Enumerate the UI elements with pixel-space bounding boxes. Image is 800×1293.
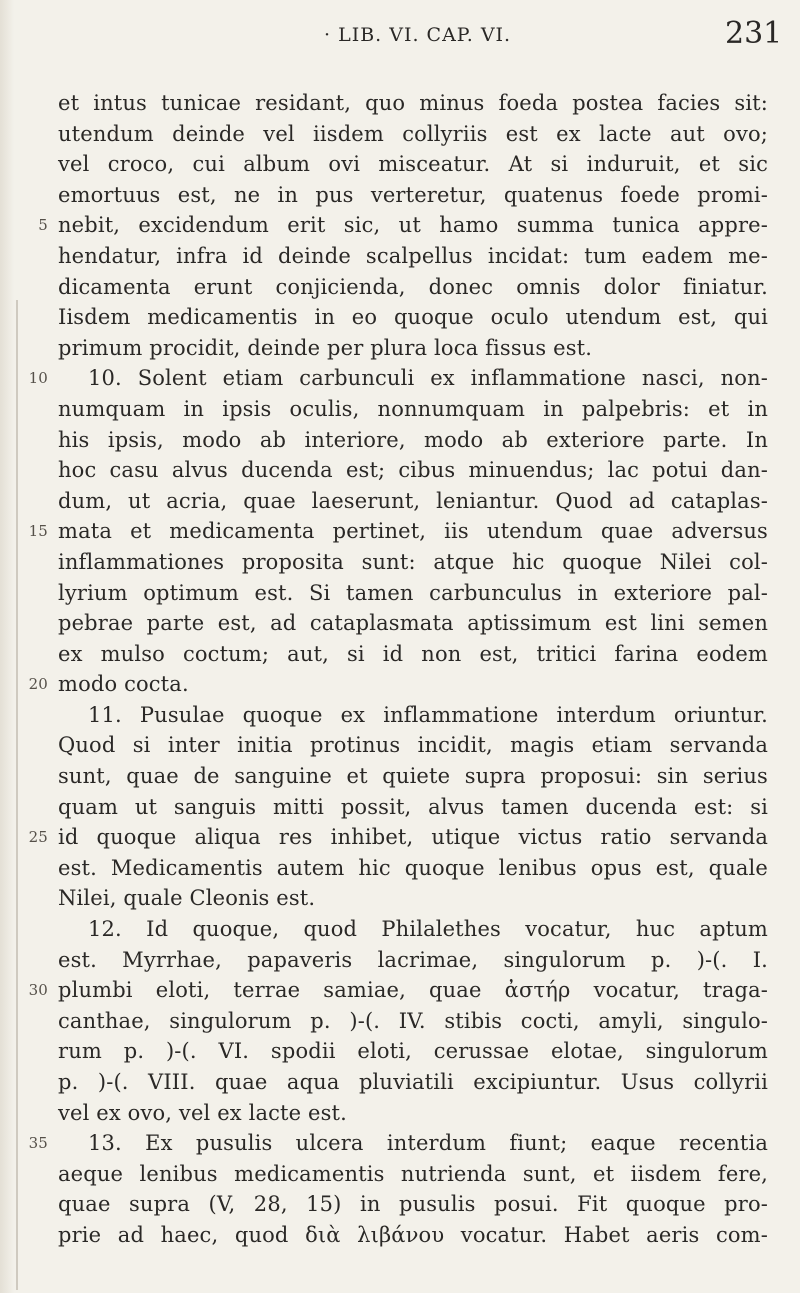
text-line [58, 1098, 768, 1129]
text-line [58, 149, 768, 180]
text-line [58, 1189, 768, 1220]
line-text: prie ad haec, quod διὰ λιβάνου vocatur. Habet aeris com- [58, 1222, 768, 1247]
line-text: p. )-(. VIII. quae aqua pluviatili excipiuntur. Usus collyrii [58, 1070, 768, 1094]
text-line [58, 914, 768, 945]
text-line [58, 639, 768, 670]
line-text: Nilei, quale Cleonis est. [58, 886, 316, 911]
line-text: vel ex ovo, vel ex lacte est. [58, 1100, 347, 1125]
line-text: 13. Ex pusulis ulcera interdum fiunt; eaque recentia [88, 1131, 768, 1156]
text-line [58, 608, 768, 639]
text-line [58, 945, 768, 976]
running-head-title: · LIB. VI. CAP. VI. [324, 24, 512, 46]
line-number: 15 [28, 522, 48, 541]
text-line [58, 792, 768, 823]
line-text: mata et medicamenta pertinet, iis utendum quae adversus [58, 519, 768, 544]
line-text: his ipsis, modo ab interiore, modo ab exteriore parte. In [58, 427, 768, 452]
line-text: 10. Solent etiam carbunculi ex inflammatione nasci, non- [88, 366, 768, 391]
text-line [58, 180, 768, 211]
text-line [28, 975, 768, 1006]
text-line [28, 516, 768, 547]
line-text: utendum deinde vel iisdem collyriis est ex lacte aut ovo; [58, 121, 768, 146]
text-line [58, 272, 768, 303]
line-text: dicamenta erunt conjicienda, donec omnis dolor finiatur. [58, 274, 768, 299]
line-text: 11. Pusulae quoque ex inflammatione interdum oriuntur. [88, 702, 768, 727]
line-number: 30 [28, 981, 48, 1000]
line-text: aeque lenibus medicamentis nutrienda sunt, et iisdem fere, [58, 1161, 768, 1186]
text-line [58, 394, 768, 425]
text-line [58, 88, 768, 119]
text-line [58, 730, 768, 761]
line-text: nebit, excidendum erit sic, ut hamo summa tunica appre- [58, 213, 768, 238]
line-text: modo cocta. [58, 672, 189, 697]
text-line [58, 883, 768, 914]
text-line [58, 302, 768, 333]
line-text: ex mulso coctum; aut, si id non est, tritici farina eodem [58, 641, 768, 666]
text-line [58, 425, 768, 456]
line-text: canthae, singulorum p. )-(. IV. stibis cocti, amyli, singulo- [58, 1008, 768, 1033]
text-line [58, 853, 768, 884]
body-text [28, 88, 768, 1251]
line-text: Iisdem medicamentis in eo quoque oculo utendum est, qui [58, 305, 768, 330]
text-line [58, 578, 768, 609]
line-number: 10 [28, 369, 48, 388]
line-text: hendatur, infra id deinde scalpellus incidat: tum eadem me- [58, 243, 768, 268]
text-line [38, 210, 768, 241]
text-line [28, 1128, 768, 1159]
text-line [58, 486, 768, 517]
text-line [58, 455, 768, 486]
line-text: sunt, quae de sanguine et quiete supra proposui: sin serius [58, 764, 768, 789]
line-text: quae supra (V, 28, 15) in pusulis posui. Fit quoque pro- [58, 1192, 768, 1217]
line-number: 25 [28, 828, 48, 847]
line-text: Quod si inter initia protinus incidit, magis etiam servanda [58, 733, 768, 758]
line-text: rum p. )-(. VI. spodii eloti, cerussae elotae, singulorum [58, 1039, 768, 1064]
text-line [58, 1006, 768, 1037]
line-text: 12. Id quoque, quod Philalethes vocatur, huc aptum [88, 917, 768, 942]
running-head [0, 14, 800, 54]
line-text: pebrae parte est, ad cataplasmata aptissimum est lini semen [58, 611, 768, 636]
line-text: numquam in ipsis oculis, nonnumquam in palpebris: et in [58, 396, 768, 421]
line-text: vel croco, cui album ovi misceatur. At si induruit, et sic [58, 152, 768, 177]
text-line [58, 119, 768, 150]
line-text: est. Myrrhae, papaveris lacrimae, singulorum p. )-(. I. [58, 947, 768, 972]
text-line [58, 333, 768, 364]
line-text: id quoque aliqua res inhibet, utique victus ratio servanda [58, 825, 768, 850]
line-text: dum, ut acria, quae laeserunt, leniantur. Quod ad cataplas- [58, 488, 768, 513]
line-text: emortuus est, ne in pus verteretur, quatenus foede promi- [58, 182, 768, 207]
line-text: et intus tunicae residant, quo minus foeda postea facies sit: [58, 91, 768, 115]
text-line [58, 1159, 768, 1190]
text-line [28, 669, 768, 700]
text-line [58, 1220, 768, 1251]
text-line [58, 700, 768, 731]
line-text: inflammationes proposita sunt: atque hic quoque Nilei col- [58, 549, 768, 574]
text-line [58, 1067, 768, 1098]
text-line [58, 761, 768, 792]
text-line [58, 1036, 768, 1067]
text-line [58, 547, 768, 578]
line-number: 20 [28, 675, 48, 694]
line-text: plumbi eloti, terrae samiae, quae ἀστήρ vocatur, traga- [58, 978, 768, 1003]
line-number: 5 [38, 216, 48, 235]
page-gutter-shadow [0, 0, 14, 1293]
line-text: primum procidit, deinde per plura loca fissus est. [58, 335, 593, 360]
line-text: hoc casu alvus ducenda est; cibus minuendus; lac potui dan- [58, 458, 768, 483]
line-number: 35 [28, 1134, 48, 1153]
line-text: quam ut sanguis mitti possit, alvus tamen ducenda est: si [58, 794, 768, 819]
text-line [58, 241, 768, 272]
line-text: est. Medicamentis autem hic quoque lenibus opus est, quale [58, 855, 768, 880]
text-line [28, 363, 768, 394]
line-text: lyrium optimum est. Si tamen carbunculus in exteriore pal- [58, 580, 768, 605]
page-number: 231 [725, 16, 783, 51]
text-line [28, 822, 768, 853]
